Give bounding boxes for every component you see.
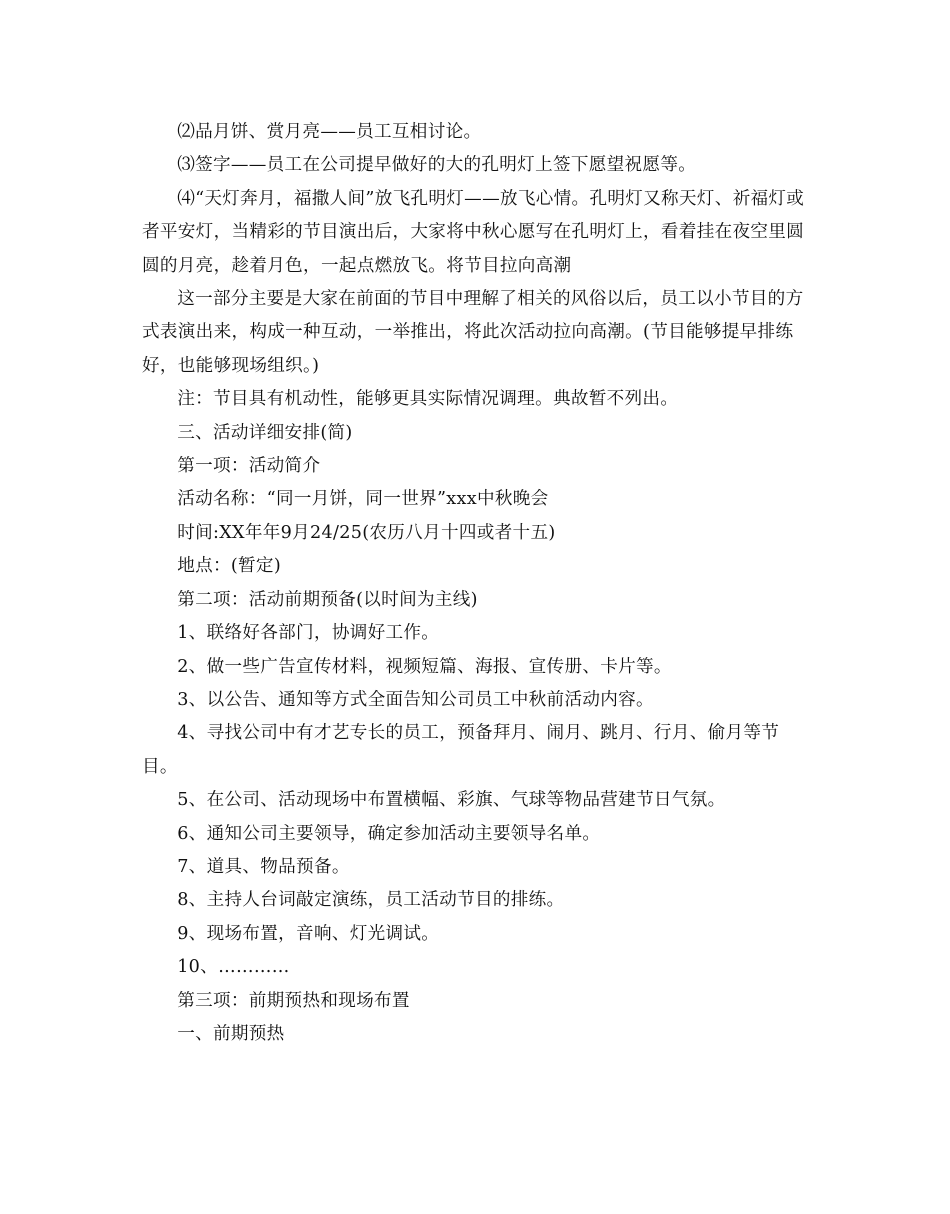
- prep-step-3: 3、以公告、通知等方式全面告知公司员工中秋前活动内容。: [177, 689, 654, 710]
- prep-step-4: 4、寻找公司中有才艺专长的员工，预备拜月、闹月、跳月、行月、偷月等节目。: [142, 723, 780, 777]
- section-heading-schedule: 三、活动详细安排(简): [177, 422, 353, 443]
- prep-step-1: 1、联络好各部门，协调好工作。: [177, 623, 440, 644]
- paragraph-lantern-release: ⑷“天灯奔月，福撒人间”放飞孔明灯——放飞心情。孔明灯又称天灯、祈福灯或者平安灯，当精彩的节目演出后，大家将中秋心愿写在孔明灯上，看着挂在夜空里圆圆的月亮，趁着月色，一起点燃放飞。将节目拉向高潮: [142, 188, 805, 276]
- prep-step-8: 8、主持人台词敲定演练，员工活动节目的排练。: [177, 890, 565, 911]
- event-name: 活动名称：“同一月饼，同一世界”xxx中秋晚会: [177, 489, 549, 510]
- paragraph-lantern-signing: ⑶签字——员工在公司提早做好的大的孔明灯上签下愿望祝愿等。: [177, 155, 697, 176]
- item-heading-warmup: 第三项：前期预热和现场布置: [177, 990, 410, 1011]
- prep-step-6: 6、通知公司主要领导，确定参加活动主要领导名单。: [177, 823, 601, 844]
- item-heading-intro: 第一项：活动简介: [177, 456, 321, 477]
- paragraph-lantern-tasting: ⑵品月饼、赏月亮——员工互相讨论。: [177, 122, 482, 142]
- prep-step-7: 7、道具、物品预备。: [177, 856, 350, 877]
- prep-step-5: 5、在公司、活动现场中布置横幅、彩旗、气球等物品营建节日气氛。: [177, 790, 726, 811]
- prep-step-10: 10、…………: [177, 957, 290, 978]
- paragraph-note: 注：节目具有机动性，能够更具实际情况调理。典故暂不列出。: [177, 389, 679, 410]
- event-location: 地点：(暂定): [177, 556, 281, 577]
- subheading-warmup: 一、前期预热: [177, 1023, 285, 1044]
- event-time: 时间:XX年年9月24/25(农历八月十四或者十五): [177, 522, 556, 543]
- document-page: [142, 116, 814, 1051]
- prep-step-9: 9、现场布置，音响、灯光调试。: [177, 923, 440, 944]
- paragraph-interaction: 这一部分主要是大家在前面的节目中理解了相关的风俗以后，员工以小节目的方式表演出来，构成一种互动，一举推出，将此次活动拉向高潮。(节目能够提早排练好，也能够现场组织。): [142, 289, 804, 376]
- item-heading-preparation: 第二项：活动前期预备(以时间为主线): [177, 589, 478, 610]
- prep-step-2: 2、做一些广告宣传材料，视频短篇、海报、宣传册、卡片等。: [177, 656, 672, 677]
